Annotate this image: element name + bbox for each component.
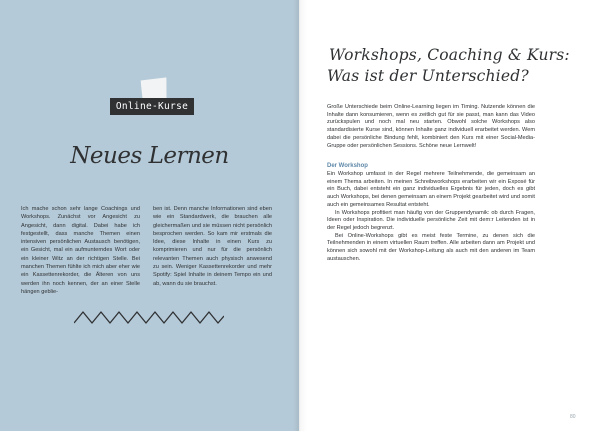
workshop-body [327,171,535,263]
intro-paragraph: Große Unterschiede beim Online-Learning liegen im Timing. Nutzende können die Inhalte dann konsumieren, wenn es zeitlich gut für sie passt, man kann das Video zurückspulen und noch mal neu starten. Obwohl solche Workshops also standardisierte Kurse sind, können Inhalte ganz individuell erarbeitet werden. Wem dabei die persönliche Bindung fehlt, kombiniert den Kurs mit einer Social-Media-Gruppe oder persönlichen Sessions. Schöne neue Lernwelt! [327,104,535,149]
page-number: 80 [570,414,576,420]
left-page [0,0,299,431]
book-gutter [293,0,307,431]
paragraph: Ein Workshop umfasst in der Regel mehrere Teilnehmende, die gemeinsam an einem Thema arbeiten. In meinen Schreibworkshops erarbeiten wir ein Exposé für ein Buch, dabei entsteht ein ganz individuelles Ergebnis für jeden, doch es gibt auch Workshops, bei denen gemeinsam an einem Projekt gearbeitet wird und somit auch ein gemeinsames Resultat entsteht. [327,171,535,208]
paragraph: Bei Online-Workshops gibt es meist feste Termine, zu denen sich die Teilnehmenden in einem virtuellen Raum treffen. Alle arbeiten dann am Projekt und können sich sowohl mit der Workshop-Leitung als auch mit den anderen im Team austauschen. [327,232,535,262]
body-column-left: Ich mache schon sehr lange Coachings und Workshops. Zunächst vor Angesicht zu Angesicht, dann digital. Dabei habe ich festgestellt, dass manche Themen einen intensiven persönlichen Austausch benötigen, ein Gesicht, mal ein aufmunterndes Wort oder ein kleiner Witz an der richtigen Stelle. Bei manchen Themen fühlte ich mich aber eher wie ein Kassettenrekorder, die Älteren von uns werden ihn noch kennen, der an einer Stelle hängen geblie- [21,206,140,295]
page-heading [327,46,572,85]
section-label: Online-Kurse [110,98,194,115]
zigzag-divider [74,309,224,325]
paragraph: In Workshops profitiert man häufig von der Gruppendynamik: ob durch Fragen, Ideen oder Inspiration. Die individuelle persönliche Zeit mit dem:r Leitenden ist in der Regel jedoch begrenzt. [327,209,535,231]
section-title: Neues Lernen [70,143,229,169]
heading-line-2: Was ist der Unterschied? [327,67,529,85]
subheading-workshop: Der Workshop [327,163,368,169]
body-column-right: ben ist. Denn manche Informationen sind eben wie ein Standardwerk, die brauchen alle gleichermaßen und sie müssen nicht persönlich besprochen werden. So kam mir erstmals die Idee, diese Inhalte in einen Kurs zu komprimieren und nur für die persönlich relevanten Themen auch physisch anwesend zu sein. Weniger Kassettenrekorder und mehr Spotify: Spiel Inhalte in deinem Tempo ein und ab, wann du sie brauchst. [153,206,272,287]
heading-line-1: Workshops, Coaching & Kurs: [329,46,570,64]
